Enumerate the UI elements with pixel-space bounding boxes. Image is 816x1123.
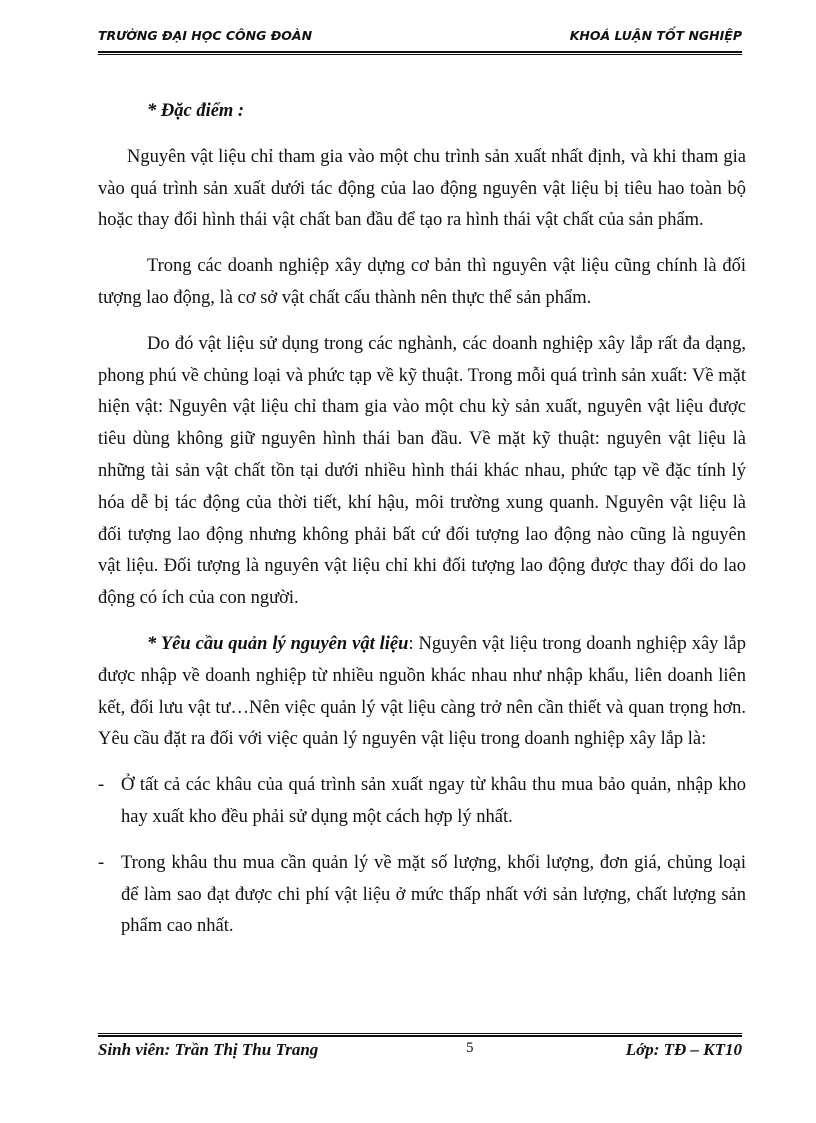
page-footer — [98, 1040, 742, 1064]
bullet-item — [98, 848, 746, 943]
footer-student: Sinh viên: Trần Thị Thu Trang — [98, 1040, 319, 1059]
paragraph-2: Trong các doanh nghiệp xây dựng cơ bản thì nguyên vật liệu cũng chính là đối tượng lao động, là cơ sở vật chất cấu thành nên thực thể sản phẩm. — [98, 256, 746, 308]
bullet-text: Trong khâu thu mua cần quản lý về mặt số lượng, khối lượng, đơn giá, chủng loại để làm sao đạt được chi phí vật liệu ở mức thấp nhất với sản lượng, chất lượng sản phẩm cao nhất. — [121, 852, 746, 937]
paragraph-requirements — [98, 629, 746, 756]
header-thesis-title: KHOÁ LUẬN TỐT NGHIỆP — [569, 28, 742, 43]
bullet-text: Ở tất cả các khâu của quá trình sản xuất ngay từ khâu thu mua bảo quản, nhập kho hay xuất kho đều phải sử dụng một cách hợp lý nhất. — [121, 775, 746, 827]
bullet-item — [98, 770, 746, 834]
header-rule — [98, 51, 742, 55]
footer-rule — [98, 1033, 742, 1037]
spacer — [98, 128, 746, 142]
bullet-dash: - — [98, 852, 105, 873]
spacer — [98, 615, 746, 629]
bullet-dash: - — [98, 775, 105, 796]
spacer — [98, 756, 746, 770]
paragraph-1: Nguyên vật liệu chỉ tham gia vào một chu trình sản xuất nhất định, và khi tham gia vào quá trình sản xuất dưới tác động của lao động nguyên vật liệu bị tiêu hao toàn bộ hoặc thay đổi hình thái vật chất ban đầu để tạo ra hình thái vật chất của sản phẩm. — [98, 146, 746, 231]
section-heading: * Đặc điểm : — [147, 101, 245, 121]
page-body — [98, 96, 746, 943]
spacer — [98, 237, 746, 251]
spacer — [98, 834, 746, 848]
requirements-label: * Yêu cầu quản lý nguyên vật liệu — [147, 633, 409, 654]
spacer — [98, 315, 746, 329]
paragraph-3: Do đó vật liệu sử dụng trong các nghành, các doanh nghiệp xây lắp rất đa dạng, phong phú về chủng loại và phức tạp về kỹ thuật. Trong mỗi quá trình sản xuất: Về mặt hiện vật: Nguyên vật liệu chỉ tham gia vào một chu kỳ sản xuất, nguyên vật liệu được tiêu dùng không giữ nguyên hình thái ban đầu. Về mặt kỹ thuật: nguyên vật liệu là những tài sản vật chất tồn tại dưới nhiều hình thái khác nhau, phức tạp về đặc tính lý hóa dễ bị tác động của thời tiết, khí hậu, môi trường xung quanh. Nguyên vật liệu là đối tượng lao động nhưng không phải bất cứ đối tượng lao động nào cũng là nguyên vật liệu. Đối tượng là nguyên vật liệu chỉ khi đối tượng lao động được thay đổi do lao động có ích của con người. — [98, 333, 746, 609]
footer-class: Lớp: TĐ – KT10 — [625, 1040, 742, 1059]
header-university: TRƯỜNG ĐẠI HỌC CÔNG ĐOÀN — [98, 28, 313, 43]
requirements-text: : Nguyên vật liệu trong doanh nghiệp xây lắp được nhập về doanh nghiệp từ nhiều nguồn khác nhau như nhập khẩu, liên doanh liên kết, đổi lưu vật tư…Nên việc quản lý vật liệu càng trở nên cần thiết và quan trọng hơn. Yêu cầu đặt ra đối với việc quản lý nguyên vật liệu trong doanh nghiệp xây lắp là: — [98, 633, 746, 750]
page-number: 5 — [466, 1040, 474, 1056]
